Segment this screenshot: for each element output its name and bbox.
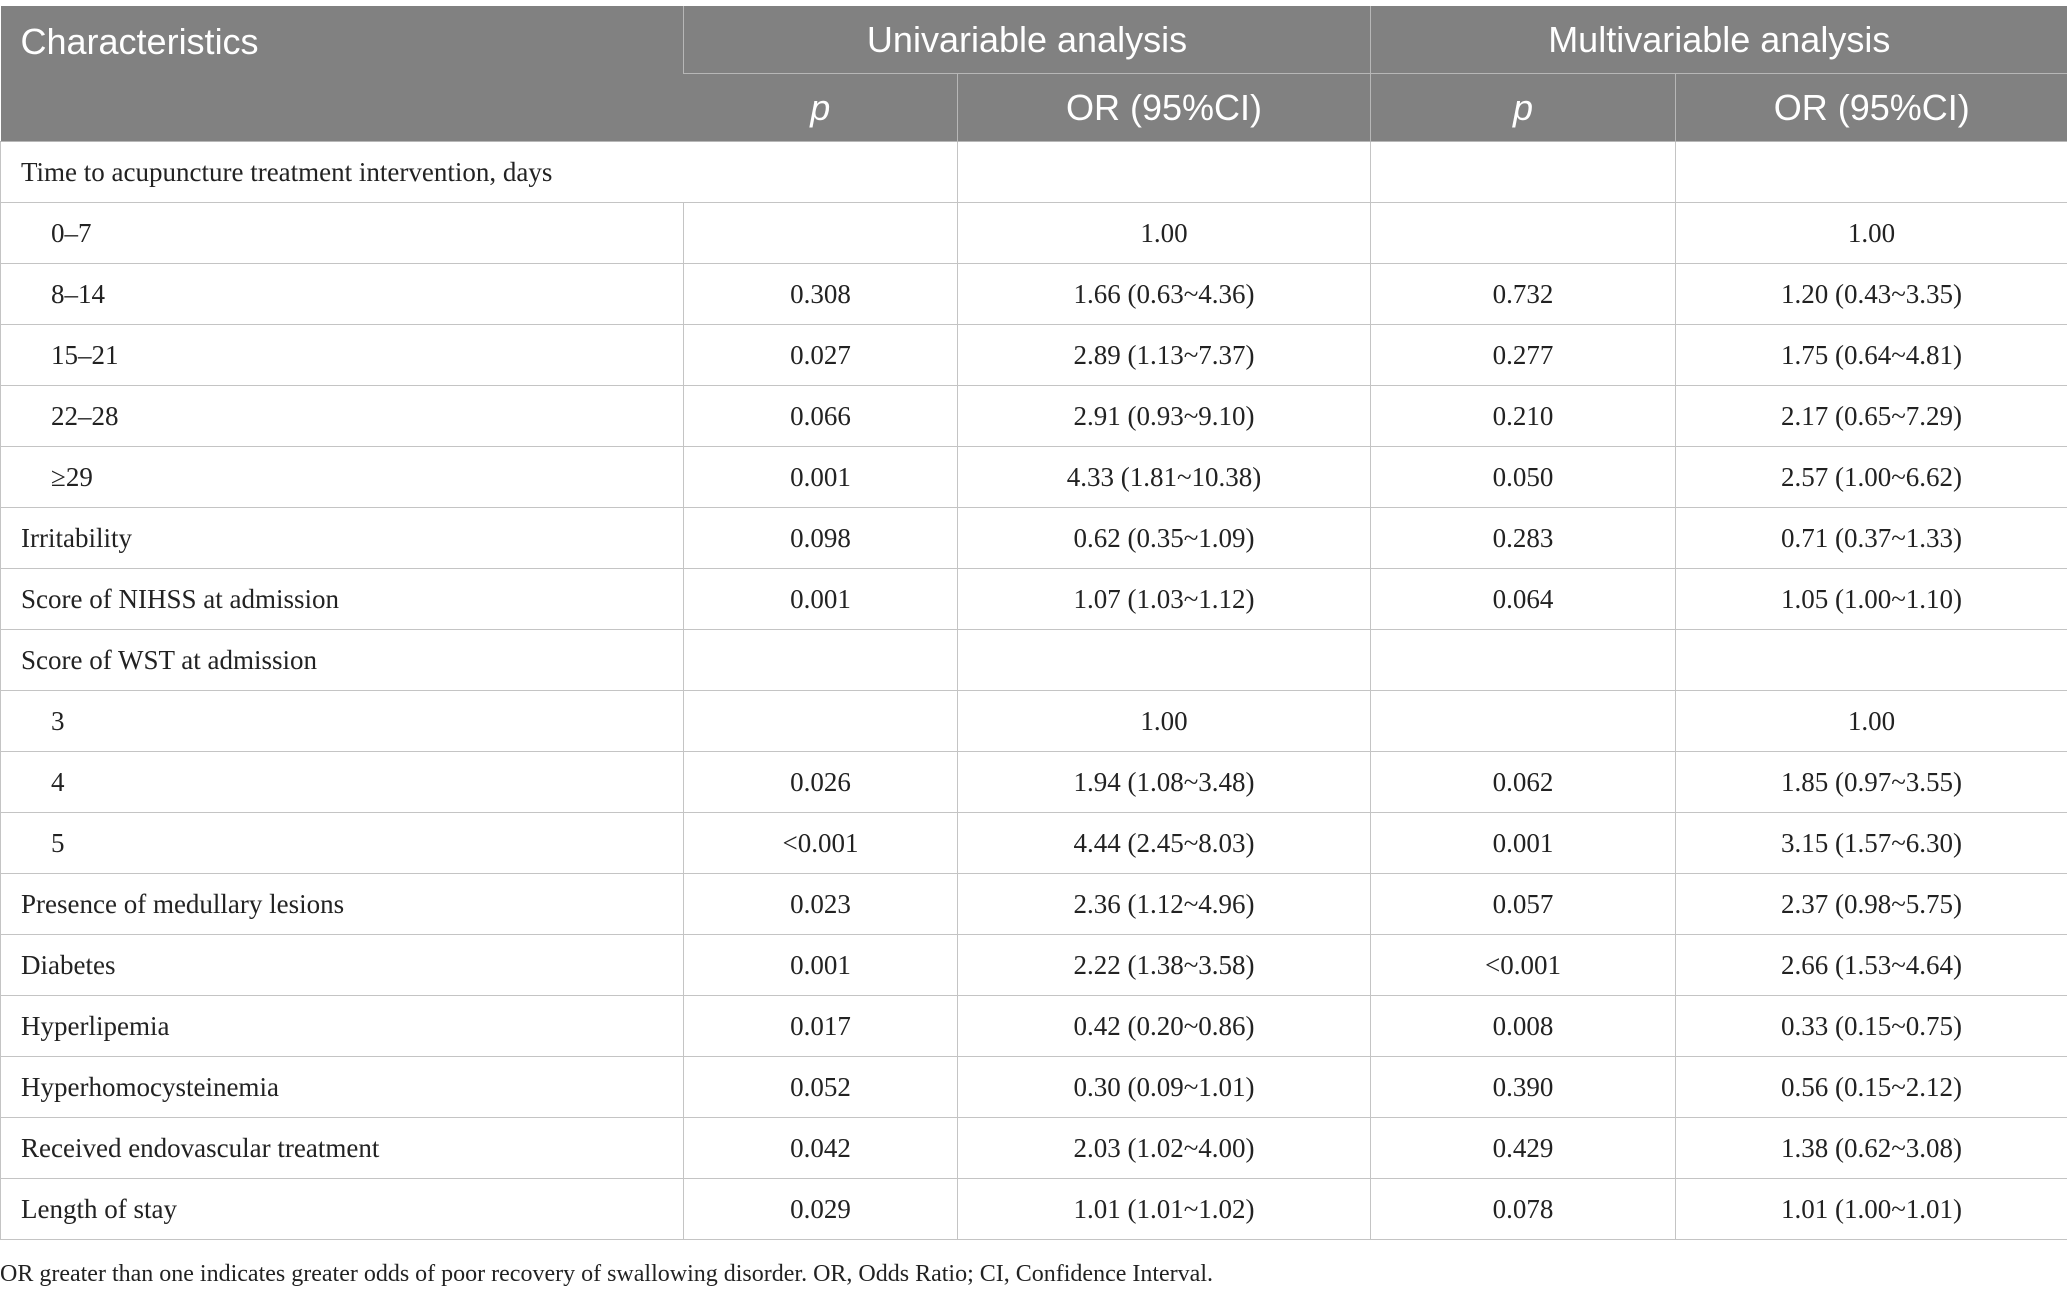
multivariable-p-cell — [1371, 203, 1676, 264]
univariable-p-cell: 0.098 — [684, 508, 958, 569]
univariable-p-cell: 0.001 — [684, 447, 958, 508]
header-univariable-or: OR (95%CI) — [958, 74, 1371, 142]
univariable-or-cell: 0.62 (0.35~1.09) — [958, 508, 1371, 569]
univariable-or-cell: 1.00 — [958, 691, 1371, 752]
multivariable-p-cell — [1371, 691, 1676, 752]
row-label: Received endovascular treatment — [1, 1118, 684, 1179]
univariable-p-cell — [684, 630, 958, 691]
multivariable-or-cell — [1676, 142, 2067, 203]
multivariable-or-cell: 1.20 (0.43~3.35) — [1676, 264, 2067, 325]
row-label: 0–7 — [1, 203, 684, 264]
univariable-or-cell — [958, 630, 1371, 691]
multivariable-or-cell: 1.75 (0.64~4.81) — [1676, 325, 2067, 386]
table-row — [1, 1118, 2067, 1179]
multivariable-p-cell: <0.001 — [1371, 935, 1676, 996]
row-label: 5 — [1, 813, 684, 874]
univariable-or-cell: 2.89 (1.13~7.37) — [958, 325, 1371, 386]
table-row — [1, 264, 2067, 325]
row-label: 15–21 — [1, 325, 684, 386]
univariable-or-cell: 0.42 (0.20~0.86) — [958, 996, 1371, 1057]
table-header — [1, 6, 2067, 142]
univariable-or-cell: 1.00 — [958, 203, 1371, 264]
header-multivariable-analysis: Multivariable analysis — [1371, 6, 2067, 74]
multivariable-or-cell: 0.56 (0.15~2.12) — [1676, 1057, 2067, 1118]
multivariable-p-cell: 0.078 — [1371, 1179, 1676, 1240]
header-multivariable-or: OR (95%CI) — [1676, 74, 2067, 142]
multivariable-p-cell — [1371, 630, 1676, 691]
multivariable-or-cell: 2.57 (1.00~6.62) — [1676, 447, 2067, 508]
univariable-or-cell — [958, 142, 1371, 203]
row-label: Hyperlipemia — [1, 996, 684, 1057]
multivariable-or-cell: 2.37 (0.98~5.75) — [1676, 874, 2067, 935]
univariable-or-cell: 2.36 (1.12~4.96) — [958, 874, 1371, 935]
univariable-or-cell: 2.03 (1.02~4.00) — [958, 1118, 1371, 1179]
multivariable-p-cell: 0.064 — [1371, 569, 1676, 630]
row-label: ≥29 — [1, 447, 684, 508]
univariable-or-cell: 1.94 (1.08~3.48) — [958, 752, 1371, 813]
multivariable-or-cell — [1676, 630, 2067, 691]
results-table-container — [0, 6, 2067, 1240]
table-row — [1, 508, 2067, 569]
multivariable-or-cell: 0.71 (0.37~1.33) — [1676, 508, 2067, 569]
multivariable-or-cell: 3.15 (1.57~6.30) — [1676, 813, 2067, 874]
multivariable-or-cell: 1.05 (1.00~1.10) — [1676, 569, 2067, 630]
table-row — [1, 752, 2067, 813]
table-row — [1, 935, 2067, 996]
table-row — [1, 874, 2067, 935]
multivariable-p-cell: 0.390 — [1371, 1057, 1676, 1118]
multivariable-p-cell: 0.429 — [1371, 1118, 1676, 1179]
multivariable-or-cell: 2.17 (0.65~7.29) — [1676, 386, 2067, 447]
table-row — [1, 630, 2067, 691]
multivariable-or-cell: 0.33 (0.15~0.75) — [1676, 996, 2067, 1057]
table-row — [1, 325, 2067, 386]
multivariable-or-cell: 2.66 (1.53~4.64) — [1676, 935, 2067, 996]
univariable-p-cell: 0.017 — [684, 996, 958, 1057]
row-label: Diabetes — [1, 935, 684, 996]
table-row — [1, 1179, 2067, 1240]
table-body — [1, 142, 2067, 1240]
header-characteristics: Characteristics — [1, 6, 684, 142]
univariable-or-cell: 1.01 (1.01~1.02) — [958, 1179, 1371, 1240]
multivariable-p-cell: 0.001 — [1371, 813, 1676, 874]
multivariable-p-cell: 0.050 — [1371, 447, 1676, 508]
table-row — [1, 386, 2067, 447]
univariable-p-cell: <0.001 — [684, 813, 958, 874]
multivariable-p-cell: 0.277 — [1371, 325, 1676, 386]
multivariable-p-cell: 0.057 — [1371, 874, 1676, 935]
univariable-p-cell: 0.026 — [684, 752, 958, 813]
univariable-p-cell: 0.029 — [684, 1179, 958, 1240]
table-row — [1, 1057, 2067, 1118]
table-row — [1, 203, 2067, 264]
univariable-or-cell: 4.44 (2.45~8.03) — [958, 813, 1371, 874]
univariable-or-cell: 2.91 (0.93~9.10) — [958, 386, 1371, 447]
header-univariable-analysis: Univariable analysis — [684, 6, 1371, 74]
univariable-p-cell: 0.052 — [684, 1057, 958, 1118]
header-univariable-p: p — [684, 74, 958, 142]
table-row — [1, 996, 2067, 1057]
univariable-or-cell: 1.07 (1.03~1.12) — [958, 569, 1371, 630]
univariable-or-cell: 1.66 (0.63~4.36) — [958, 264, 1371, 325]
regression-results-table — [0, 6, 2067, 1240]
table-row — [1, 813, 2067, 874]
multivariable-or-cell: 1.00 — [1676, 203, 2067, 264]
univariable-or-cell: 0.30 (0.09~1.01) — [958, 1057, 1371, 1118]
table-row — [1, 569, 2067, 630]
univariable-or-cell: 4.33 (1.81~10.38) — [958, 447, 1371, 508]
univariable-p-cell: 0.066 — [684, 386, 958, 447]
row-label: Score of NIHSS at admission — [1, 569, 684, 630]
univariable-p-cell: 0.001 — [684, 935, 958, 996]
univariable-p-cell: 0.027 — [684, 325, 958, 386]
univariable-p-cell — [684, 203, 958, 264]
table-row — [1, 691, 2067, 752]
multivariable-p-cell: 0.008 — [1371, 996, 1676, 1057]
univariable-or-cell: 2.22 (1.38~3.58) — [958, 935, 1371, 996]
row-label: 4 — [1, 752, 684, 813]
row-label: 8–14 — [1, 264, 684, 325]
univariable-p-cell: 0.308 — [684, 264, 958, 325]
table-row — [1, 142, 2067, 203]
univariable-p-cell: 0.023 — [684, 874, 958, 935]
row-label: Presence of medullary lesions — [1, 874, 684, 935]
table-footnote: OR greater than one indicates greater odds of poor recovery of swallowing disorder. OR, Odds Ratio; CI, Confidence Interval. — [0, 1261, 1213, 1287]
multivariable-p-cell: 0.062 — [1371, 752, 1676, 813]
row-label: 22–28 — [1, 386, 684, 447]
multivariable-or-cell: 1.00 — [1676, 691, 2067, 752]
multivariable-p-cell: 0.283 — [1371, 508, 1676, 569]
row-label: Irritability — [1, 508, 684, 569]
multivariable-or-cell: 1.85 (0.97~3.55) — [1676, 752, 2067, 813]
multivariable-p-cell: 0.210 — [1371, 386, 1676, 447]
table-row — [1, 447, 2067, 508]
multivariable-or-cell: 1.38 (0.62~3.08) — [1676, 1118, 2067, 1179]
row-label: Score of WST at admission — [1, 630, 684, 691]
row-label: Time to acupuncture treatment intervention, days — [1, 142, 958, 203]
univariable-p-cell: 0.042 — [684, 1118, 958, 1179]
multivariable-p-cell — [1371, 142, 1676, 203]
row-label: 3 — [1, 691, 684, 752]
univariable-p-cell — [684, 691, 958, 752]
multivariable-p-cell: 0.732 — [1371, 264, 1676, 325]
multivariable-or-cell: 1.01 (1.00~1.01) — [1676, 1179, 2067, 1240]
row-label: Length of stay — [1, 1179, 684, 1240]
header-multivariable-p: p — [1371, 74, 1676, 142]
univariable-p-cell: 0.001 — [684, 569, 958, 630]
row-label: Hyperhomocysteinemia — [1, 1057, 684, 1118]
